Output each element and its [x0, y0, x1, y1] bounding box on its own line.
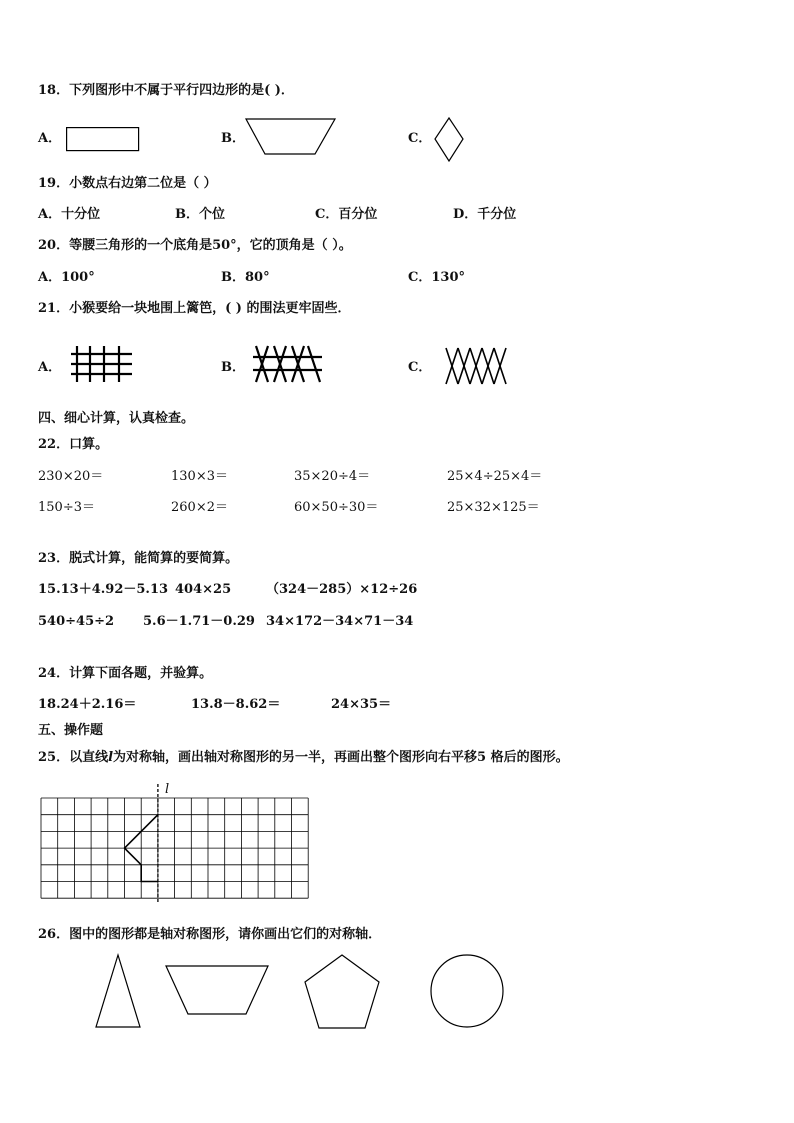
- q22-text: 22．口算。: [38, 437, 109, 452]
- q19-text: 19．小数点右边第二位是（ ）: [38, 176, 217, 191]
- q20-text: 20．等腰三角形的一个底角是50°，它的顶角是（ ）。: [38, 238, 352, 253]
- q24-text: 24．计算下面各题，并验算。: [38, 666, 213, 681]
- q20-option-b[interactable]: B．80°: [221, 270, 270, 285]
- q22-row1-item4: 25×4÷25×4＝: [447, 469, 543, 484]
- q25-line-label: l: [108, 750, 114, 765]
- diagonal-fence-icon: [444, 346, 508, 386]
- rectangle-icon: [66, 127, 140, 153]
- q21-text: 21．小猴要给一块地围上篱笆，( ) 的围法更牢固些．: [38, 301, 351, 316]
- q21-option-c[interactable]: C．: [408, 360, 432, 375]
- q18-option-c[interactable]: C．: [408, 131, 432, 146]
- q24-item2: 13.8－8.62＝: [191, 697, 281, 712]
- q21-option-b[interactable]: B．: [221, 360, 245, 375]
- q21-option-a[interactable]: A．: [38, 360, 62, 375]
- q22-row1-item2: 130×3＝: [171, 469, 228, 484]
- q19-option-b[interactable]: B．个位: [175, 207, 225, 222]
- q22-row1-item1: 230×20＝: [38, 469, 104, 484]
- pentagon-icon: [303, 953, 383, 1031]
- q18-option-b[interactable]: B．: [221, 131, 245, 146]
- q23-row1-item2: 404×25: [175, 582, 232, 597]
- q25-text-after: 为对称轴，画出轴对称图形的另一半，再画出整个图形向右平移5 格后的图形。: [113, 750, 569, 765]
- q22-row2-item1: 150÷3＝: [38, 500, 95, 515]
- q22-row2-item4: 25×32×125＝: [447, 500, 540, 515]
- q23-row2-item2: 5.6－1.71－0.29: [143, 614, 255, 629]
- q22-row2-item2: 260×2＝: [171, 500, 228, 515]
- q20-option-a[interactable]: A．100°: [38, 270, 95, 285]
- q23-text: 23．脱式计算，能简算的要简算。: [38, 551, 239, 566]
- q19-option-a[interactable]: A．十分位: [38, 207, 101, 222]
- triangle-icon: [94, 953, 144, 1029]
- q25-text-before: 25．以直线: [38, 750, 109, 765]
- q19-option-c[interactable]: C．百分位: [315, 207, 378, 222]
- q24-item3: 24×35＝: [331, 697, 392, 712]
- circle-icon: [429, 953, 507, 1031]
- q22-row2-item3: 60×50÷30＝: [294, 500, 379, 515]
- trapezoid-icon: [245, 118, 337, 156]
- q25-text: [38, 750, 569, 766]
- q18-text: 18．下列图形中不属于平行四边形的是( )．: [38, 83, 294, 98]
- q24-item1: 18.24＋2.16＝: [38, 697, 137, 712]
- q23-row2-item3: 34×172－34×71－34: [266, 614, 414, 629]
- q26-trapezoid-icon: [164, 964, 272, 1016]
- q23-row2-item1: 540÷45÷2: [38, 614, 115, 629]
- q18-option-a[interactable]: A．: [38, 131, 62, 146]
- q20-option-c[interactable]: C．130°: [408, 270, 465, 285]
- section5-title: 五、操作题: [38, 723, 104, 738]
- q22-row1-item3: 35×20÷4＝: [294, 469, 371, 484]
- square-fence-icon: [70, 344, 134, 384]
- rhombus-icon: [434, 117, 466, 163]
- q23-row1-item3: （324－285）×12÷26: [266, 582, 418, 597]
- section4-title: 四、细心计算，认真检查。: [38, 411, 195, 426]
- q19-option-d[interactable]: D．千分位: [453, 207, 517, 222]
- grid-lines: [41, 798, 308, 898]
- q23-row1-item1: 15.13＋4.92－5.13: [38, 582, 169, 597]
- q25-axis-label: l: [165, 782, 170, 797]
- mixed-fence-icon: [252, 344, 324, 384]
- q25-grid[interactable]: [40, 782, 315, 902]
- q26-text: 26．图中的图形都是轴对称图形，请你画出它们的对称轴．: [38, 927, 382, 942]
